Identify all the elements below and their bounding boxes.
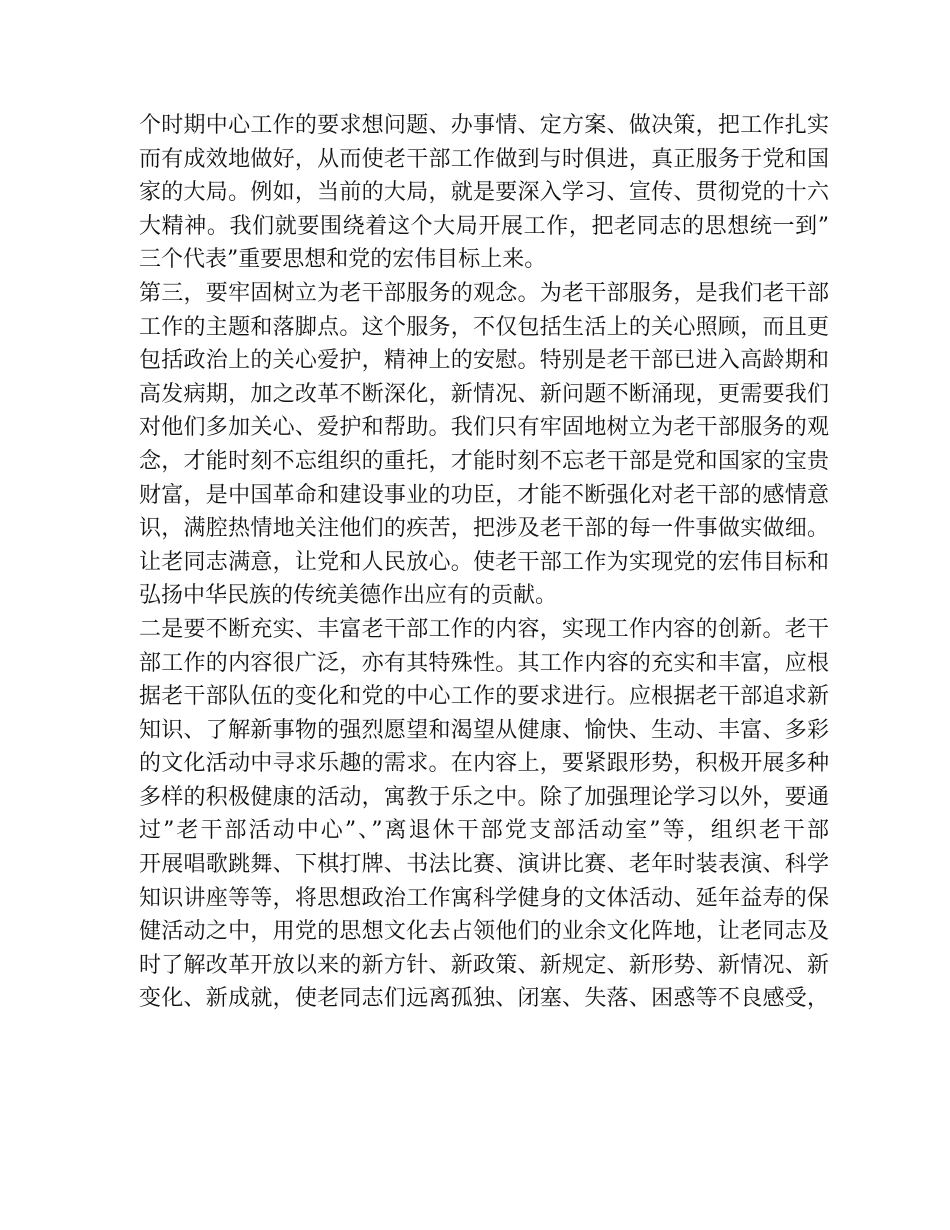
text-line: 财富，是中国革命和建设事业的功臣，才能不断强化对老干部的感情意 xyxy=(139,482,829,508)
text-line: 对他们多加关心、爱护和帮助。我们只有牢固地树立为老干部服务的观 xyxy=(139,415,829,441)
text-line: 变化、新成就，使老同志们远离孤独、闭塞、失落、困惑等不良感受， xyxy=(139,986,829,1012)
text-line: 据老干部队伍的变化和党的中心工作的要求进行。应根据老干部追求新 xyxy=(139,684,829,710)
text-line: 时了解改革开放以来的新方针、新政策、新规定、新形势、新情况、新 xyxy=(139,952,829,978)
paragraph-1 xyxy=(139,109,829,277)
text-line: 念，才能时刻不忘组织的重托，才能时刻不忘老干部是党和国家的宝贵 xyxy=(139,448,829,474)
text-line: 家的大局。例如，当前的大局，就是要深入学习、宣传、贯彻党的十六 xyxy=(139,180,829,206)
text-line: 而有成效地做好，从而使老干部工作做到与时俱进，真正服务于党和国 xyxy=(139,146,829,172)
paragraph-3 xyxy=(139,613,829,1016)
text-line: 多样的积极健康的活动，寓教于乐之中。除了加强理论学习以外，要通 xyxy=(139,784,829,810)
text-line: 工作的主题和落脚点。这个服务，不仅包括生活上的关心照顾，而且更 xyxy=(139,314,829,340)
text-line: 知识、了解新事物的强烈愿望和渴望从健康、愉快、生动、丰富、多彩 xyxy=(139,717,829,743)
text-line: 二是要不断充实、丰富老干部工作的内容，实现工作内容的创新。老干 xyxy=(139,616,829,642)
text-line: 高发病期，加之改革不断深化，新情况、新问题不断涌现，更需要我们 xyxy=(139,381,829,407)
text-line: 开展唱歌跳舞、下棋打牌、书法比赛、演讲比赛、老年时装表演、科学 xyxy=(139,852,829,878)
text-line: 让老同志满意，让党和人民放心。使老干部工作为实现党的宏伟目标和 xyxy=(139,549,829,575)
text-line: 三个代表”重要思想和党的宏伟目标上来。 xyxy=(139,247,547,273)
text-line: 知识讲座等等，将思想政治工作寓科学健身的文体活动、延年益寿的保 xyxy=(139,885,829,911)
text-line: 部工作的内容很广泛，亦有其特殊性。其工作内容的充实和丰富，应根 xyxy=(139,650,829,676)
text-line: 弘扬中华民族的传统美德作出应有的贡献。 xyxy=(139,583,558,609)
text-line: 健活动之中，用党的思想文化去占领他们的业余文化阵地，让老同志及 xyxy=(139,919,829,945)
text-line: 个时期中心工作的要求想问题、办事情、定方案、做决策，把工作扎实 xyxy=(139,113,829,138)
text-line: 包括政治上的关心爱护，精神上的安慰。特别是老干部已进入高龄期和 xyxy=(139,348,829,374)
text-line: 大精神。我们就要围绕着这个大局开展工作，把老同志的思想统一到” xyxy=(139,213,829,239)
body-text xyxy=(139,109,829,1016)
paragraph-2 xyxy=(139,277,829,613)
text-line: 的文化活动中寻求乐趣的需求。在内容上，要紧跟形势，积极开展多种 xyxy=(139,751,829,777)
text-line: 识，满腔热情地关注他们的疾苦，把涉及老干部的每一件事做实做细。 xyxy=(139,516,829,542)
text-line: 过”老干部活动中心”、”离退休干部党支部活动室”等，组织老干部 xyxy=(139,818,829,844)
text-line: 第三，要牢固树立为老干部服务的观念。为老干部服务，是我们老干部 xyxy=(139,280,829,306)
